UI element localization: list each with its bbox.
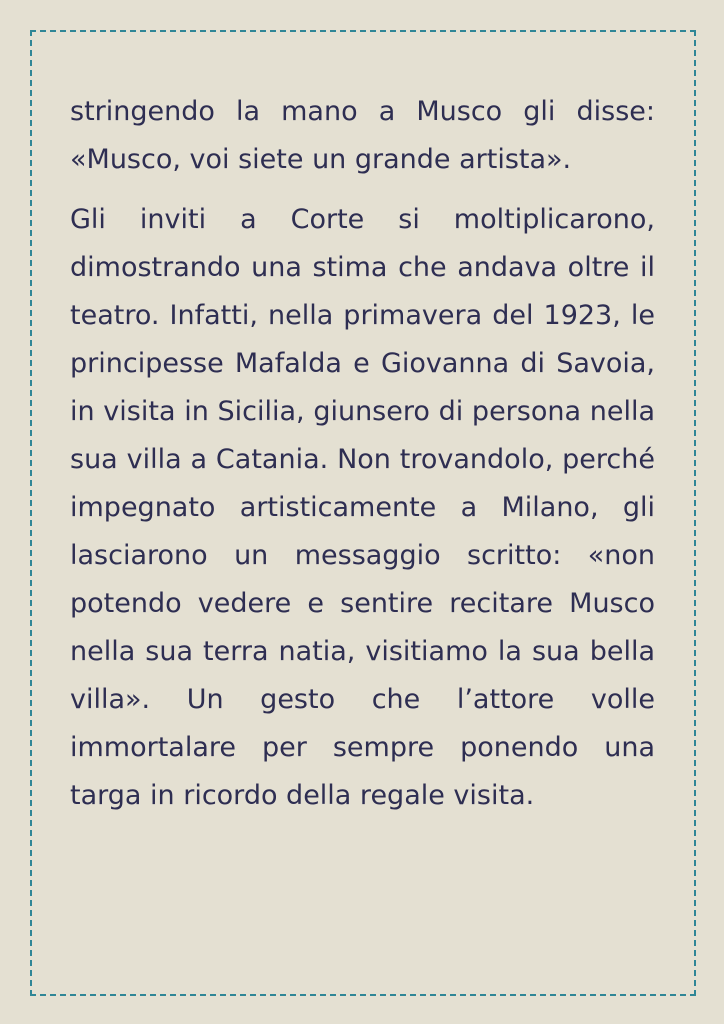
paragraph-2: Gli inviti a Corte si moltiplicarono, dimostrando una stima che andava oltre il teatro. Infatti, nella primavera del 1923, le principesse Mafalda e Giovanna di Savoia, in visita in Sicilia, giunsero di persona nella sua villa a Catania. Non trovandolo, perché impegnato artisticamente a Milano, gli lasciarono un messaggio scritto: «non potendo vedere e sentire recitare Musco nella sua terra natia, visitiamo la sua bella villa». Un gesto che l’attore volle immortalare per sempre ponendo una targa in ricordo della regale visita. xyxy=(70,204,655,811)
paragraph-1: stringendo la mano a Musco gli disse: «Musco, voi siete un grande artista». xyxy=(70,96,655,175)
document-body xyxy=(70,88,655,820)
